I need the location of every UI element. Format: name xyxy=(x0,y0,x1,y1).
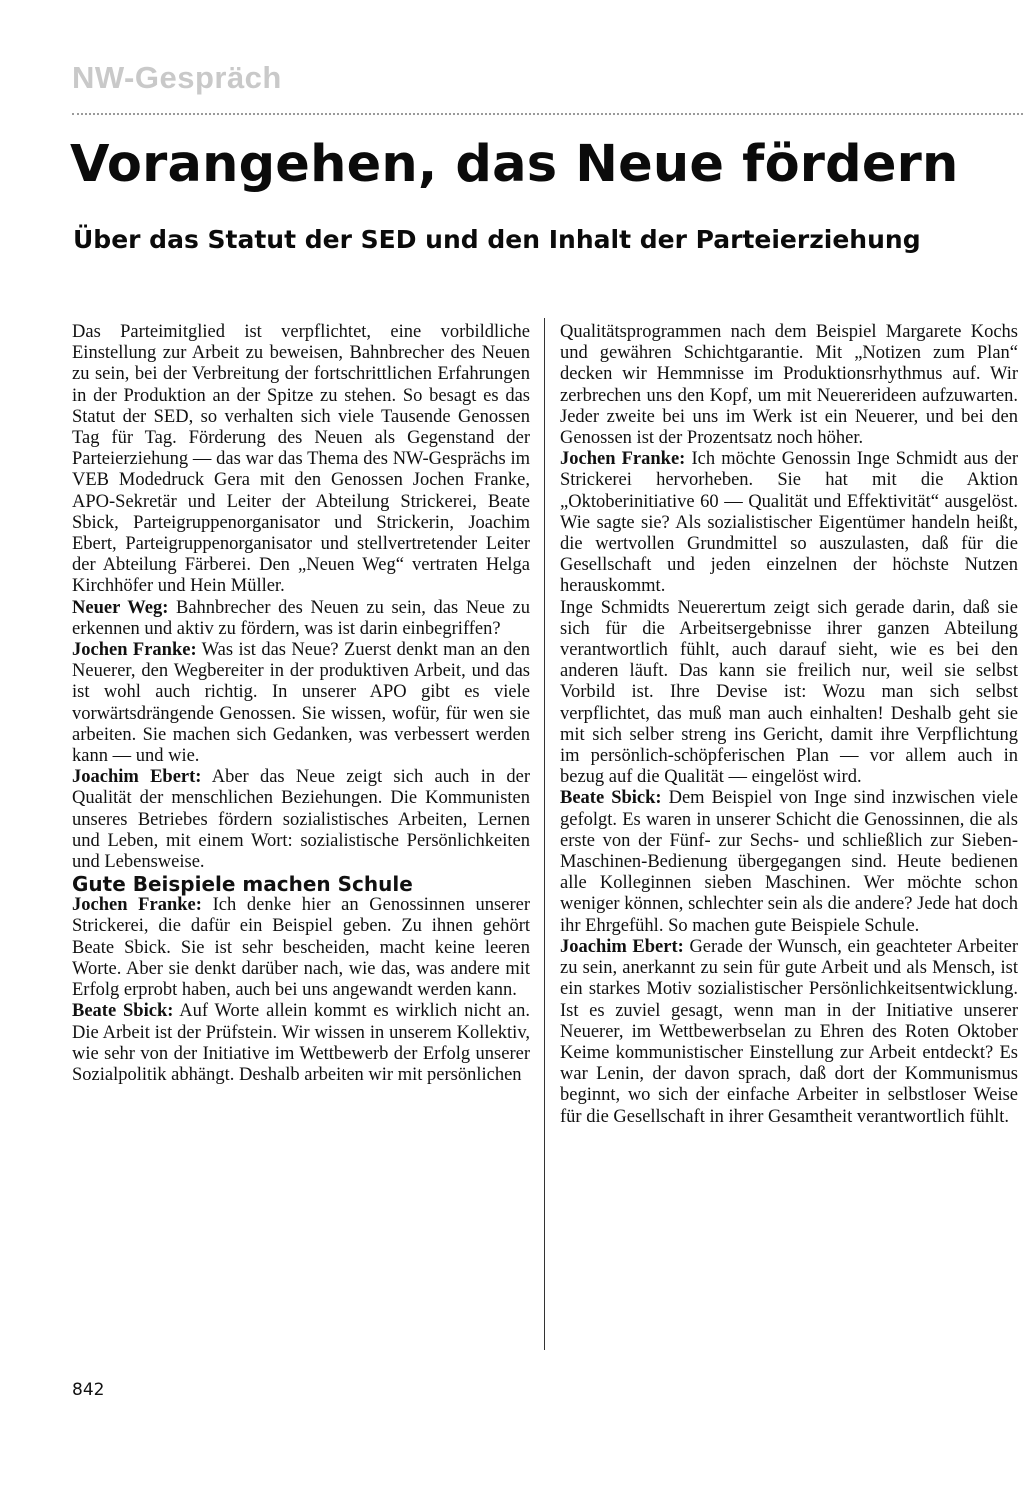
paragraph-text: Dem Beispiel von Inge sind inzwischen viele gefolgt. Es waren in unserer Schicht die Genossinnen, die als erste von der Fünf- zur Sechs- und schließlich zur Sieben-Maschinen-Bedienung übergegangen sind. Heute bedienen alle Kolleginnen sieben Maschinen. Wer möchte schon weniger können, schlechter sein als die andere? Jede hat doch ihr Ehrgefühl. So machen gute Beispiele Schule. xyxy=(560,788,1018,936)
interview-paragraph xyxy=(72,1001,530,1086)
interview-paragraph xyxy=(560,449,1018,597)
article-subtitle: Über das Statut der SED und den Inhalt der Parteierziehung xyxy=(73,225,921,254)
speaker-label: Joachim Ebert: xyxy=(560,936,684,957)
interview-paragraph xyxy=(72,598,530,640)
paragraph-text: Bahnbrecher des Neuen zu sein, das Neue zu erkennen und aktiv zu fördern, was ist darin einbegriffen? xyxy=(72,597,530,639)
interview-paragraph xyxy=(560,937,1018,1128)
section-kicker: NW-Gespräch xyxy=(72,60,282,95)
interview-paragraph xyxy=(72,640,530,767)
speaker-label: Joachim Ebert: xyxy=(72,767,202,788)
interview-paragraph xyxy=(72,895,530,1001)
speaker-label: Jochen Franke: xyxy=(72,895,202,916)
paragraph-text: Auf Worte allein kommt es wirklich nicht an. Die Arbeit ist der Prüfstein. Wir wissen in unserem Kollektiv, wie sehr von der Initiative im Wettbewerb der Erfolg unserer Sozialpolitik abhängt. Deshalb arbeiten wir mit persönlichen xyxy=(72,1001,530,1085)
paragraph-text: Was ist das Neue? Zuerst denkt man an den Neuerer, den Wegbereiter in der produktiven Arbeit, und das ist wohl auch richtig. In unserer APO gibt es viele vorwärtsdrängende Genossen. Sie wissen, wofür, für wen sie arbeiten. Sie machen sich Gedanken, was verbessert werden kann — und wie. xyxy=(72,640,530,767)
section-heading: Gute Beispiele machen Schule xyxy=(72,872,413,897)
paragraph-text: Aber das Neue zeigt sich auch in der Qualität der menschlichen Beziehungen. Die Kommunisten unseres Betriebes fördern sozialistisches Arbeiten, Lernen und Leben, mit einem Wort: sozialistische Persönlichkeiten und Lebensweise. xyxy=(72,767,530,873)
continued-paragraph: Qualitätsprogrammen nach dem Beispiel Margarete Kochs und gewähren Schichtgarantie. Mit „Notizen zum Plan“ decken wir Hemmnisse im Produktionsrhythmus auf. Wir zerbrechen uns den Kopf, um mit Neuererideen aufzuwarten. Jeder zweite bei uns im Werk ist ein Neuerer, und bei den Genossen ist der Prozentsatz noch höher. xyxy=(560,322,1018,449)
article-title: Vorangehen, das Neue fördern xyxy=(70,135,959,194)
speaker-label: Jochen Franke: xyxy=(560,449,686,470)
paragraph-text: Ich denke hier an Genossinnen unserer Strickerei, die dafür ein Beispiel geben. Zu ihnen gehört Beate Sbick. Sie ist sehr bescheiden, macht keine leeren Worte. Aber sie denkt darüber nach, wie das, was andere mit Erfolg erprobt haben, auch bei uns angewandt werden kann. xyxy=(72,895,530,1001)
header-rule xyxy=(72,113,1024,115)
left-column xyxy=(72,322,530,1086)
paragraph-text: Ich möchte Genossin Inge Schmidt aus der Strickerei hervorheben. Sie hat mit die Aktion „Oktoberinitiative 60 — Qualität und Effektivität“ ausgelöst. Wie sagte sie? Als sozialistischer Eigentümer handeln heißt, die wertvollen Grundmittel so auszulasten, daß für die Gesellschaft und jeden einzelnen der höchste Nutzen herauskommt. xyxy=(560,449,1018,597)
interview-paragraph xyxy=(560,788,1018,936)
intro-paragraph: Das Parteimitglied ist verpflichtet, eine vorbildliche Einstellung zur Arbeit zu beweisen, Bahnbrecher des Neuen zu sein, bei der Verbreitung der fortschrittlichen Erfahrungen in der Produktion an der Spitze zu stehen. So besagt es das Statut der SED, so verhalten sich viele Tausende Genossen Tag für Tag. Förderung des Neuen als Gegenstand der Parteierziehung — das war das Thema des NW-Gesprächs im VEB Modedruck Gera mit den Genossen Jochen Franke, APO-Sekretär und Leiter der Abteilung Strickerei, Beate Sbick, Parteigruppenorganisator und Strickerin, Joachim Ebert, Parteigruppenorganisator und stellvertretender Leiter der Abteilung Färberei. Den „Neuen Weg“ vertraten Helga Kirchhöfer und Hein Müller. xyxy=(72,322,530,597)
speaker-label: Beate Sbick: xyxy=(560,788,662,809)
column-divider xyxy=(544,318,545,1350)
speaker-label: Jochen Franke: xyxy=(72,640,197,661)
interview-paragraph: Inge Schmidts Neuerertum zeigt sich gerade darin, daß sie sich für die Arbeitsergebnisse ihrer ganzen Abteilung verantwortlich fühlt, auch darauf sieht, wie es bei den anderen läuft. Das kann sie freilich nur, weil sie selbst Vorbild ist. Ihre Devise ist: Wozu man sich selbst verpflichtet, das muß man auch einhalten! Deshalb geht sie mit sich selber streng ins Gericht, damit ihre Verpflichtung im persönlich-schöpferischen Plan — vor allem auch in bezug auf die Qualität — eingelöst wird. xyxy=(560,597,1018,788)
page-number: 842 xyxy=(72,1380,105,1400)
paragraph-text: Gerade der Wunsch, ein geachteter Arbeiter zu sein, anerkannt zu sein für gute Arbeit und als Mensch, ist ein starkes Motiv sozialistischer Persönlichkeitsentwicklung. Ist es zuviel gesagt, wenn man in der Initiative unserer Neuerer, im Wettbewerbselan zu Ehren des Roten Oktober Keime kommunistischer Einstellung zur Arbeit entdeckt? Es war Lenin, der davon sprach, daß dort der Kommunismus beginnt, wo sich der einfache Arbeiter in selbstloser Weise für die Gesellschaft in ihrer Gesamtheit verantwortlich fühlt. xyxy=(560,936,1018,1127)
interview-paragraph xyxy=(72,767,530,873)
right-column xyxy=(560,322,1018,1128)
speaker-label: Beate Sbick: xyxy=(72,1001,174,1022)
speaker-label: Neuer Weg: xyxy=(72,597,169,618)
